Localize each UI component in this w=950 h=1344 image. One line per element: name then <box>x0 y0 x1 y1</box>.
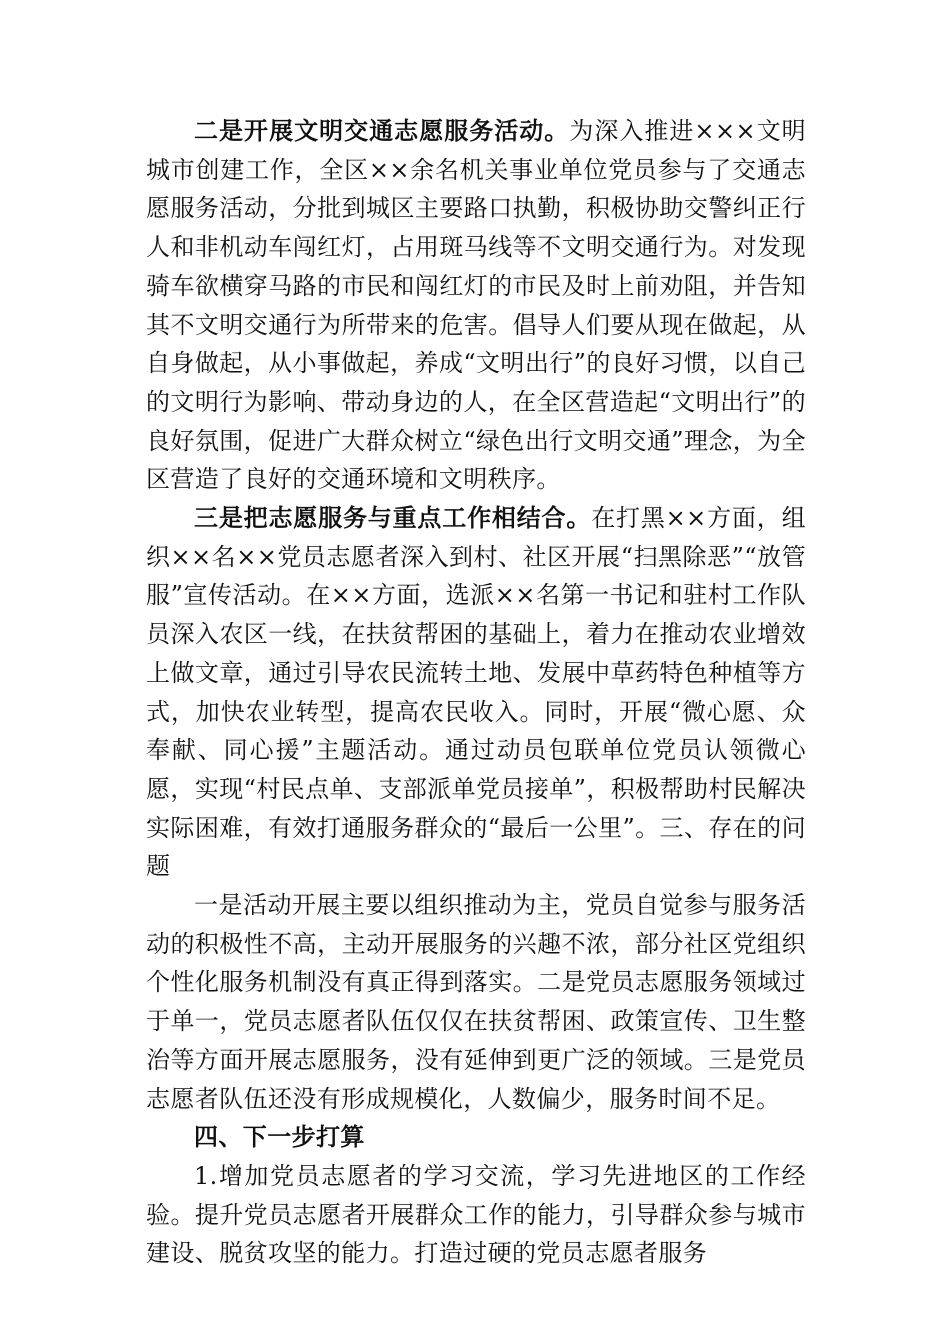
paragraph-traffic-volunteer <box>146 112 806 499</box>
paragraph-lead: 二是开展文明交通志愿服务活动。 <box>194 116 570 145</box>
paragraph-next-step-1: 1.增加党员志愿者的学习交流，学习先进地区的工作经验。提升党员志愿者开展群众工作的能力，引导群众参与城市建设、脱贫攻坚的能力。打造过硬的党员志愿者服务 <box>146 1161 806 1268</box>
paragraph-lead: 三是把志愿服务与重点工作相结合。 <box>194 503 592 533</box>
paragraph-key-work <box>146 499 806 886</box>
section-heading-next-steps: 四、下一步打算 <box>194 1123 365 1152</box>
paragraph-problems <box>146 886 806 1118</box>
document-body <box>146 112 806 1273</box>
paragraph-text: 一是活动开展主要以组织推动为主，党员自觉参与服务活动的积极性不高，主动开展服务的兴趣不浓，部分社区党组织个性化服务机制没有真正得到落实。二是党员志愿服务领域过于单一，党员志愿者队伍仅仅在扶贫帮困、政策宣传、卫生整治等方面开展志愿服务，没有延伸到更广泛的领域。三是党员志愿者队伍还没有形成规模化，人数偏少，服务时间不足。 <box>146 891 806 1113</box>
paragraph-text: 为深入推进×××文明城市创建工作，全区××余名机关事业单位党员参与了交通志愿服务活动，分批到城区主要路口执勤，积极协助交警纠正行人和非机动车闯红灯，占用斑马线等不文明交通行为。对发现骑车欲横穿马路的市民和闯红灯的市民及时上前劝阻，并告知其不文明交通行为所带来的危害。倡导人们要从现在做起，从自身做起，从小事做起，养成“文明出行”的良好习惯，以自己的文明行为影响、带动身边的人，在全区营造起“文明出行”的良好氛围，促进广大群众树立“绿色出行文明交通”理念，为全区营造了良好的交通环境和文明秩序。 <box>146 117 807 494</box>
paragraph-text: 在打黑××方面，组织××名××党员志愿者深入到村、社区开展“扫黑除恶”“放管服”宣传活动。在××方面，选派××名第一书记和驻村工作队员深入农区一线，在扶贫帮困的基础上，着力在推动农业增效上做文章，通过引导农民流转土地、发展中草药特色种植等方式，加快农业转型，提高农民收入。同时，开展“微心愿、众奉献、同心援”主题活动。通过动员包联单位党员认领微心愿，实现“村民点单、支部派单党员接单”，积极帮助村民解决实际困难，有效打通服务群众的“最后一公里”。三、存在的问题 <box>146 504 806 881</box>
